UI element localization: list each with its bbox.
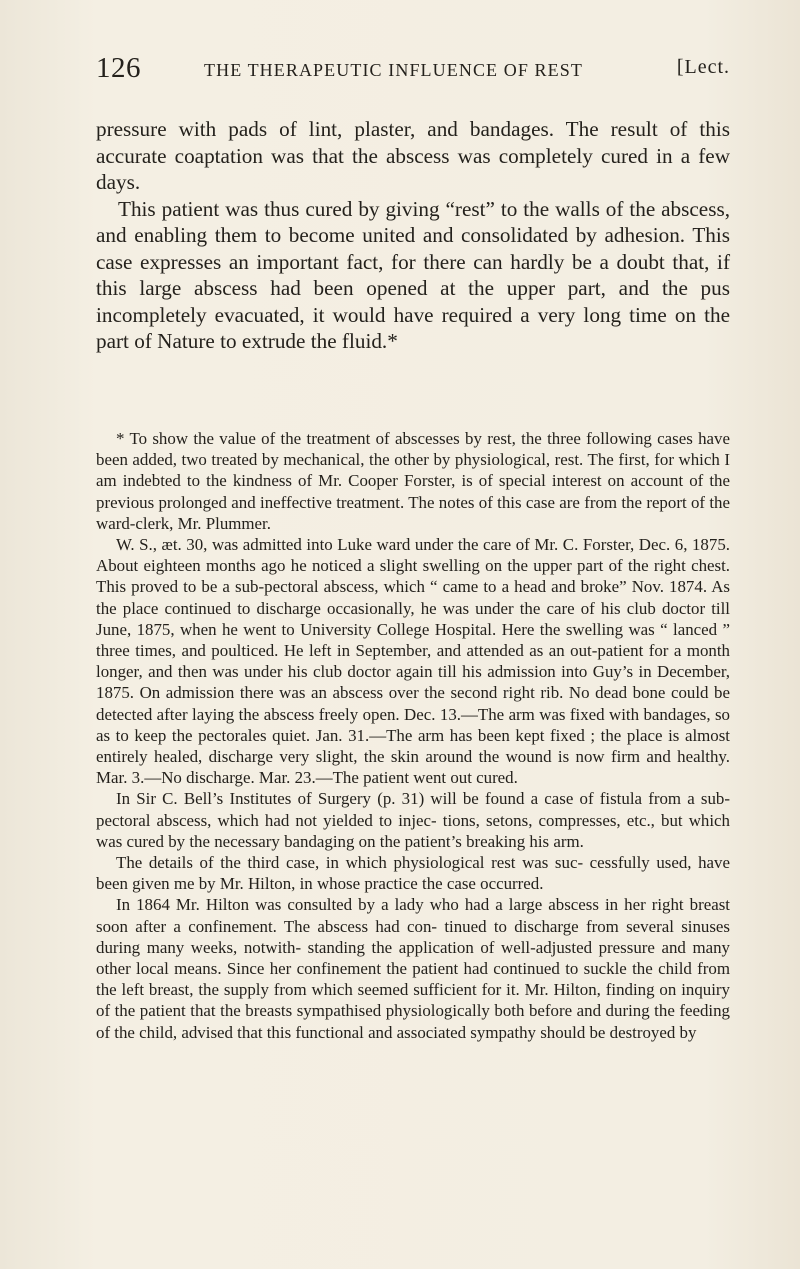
main-text xyxy=(96,116,730,355)
footnote-case-one: W. S., æt. 30, was admitted into Luke ward under the care of Mr. C. Forster, Dec. 6, 1875. About eighteen months ago he noticed a slight swelling on the upper part of the right chest. This proved to be a sub-pectoral abscess, which “ came to a head and broke” Nov. 1874. As the place continued to discharge occasionally, he was under the care of his club doctor till June, 1875, when he went to University College Hospital. Here the swelling was “ lanced ” three times, and poulticed. He left in September, and attended as an out-patient for a month longer, and then was under his club doctor again till his admission into Guy’s in December, 1875. On admission there was an abscess over the second right rib. No dead bone could be detected after laying the abscess freely open. Dec. 13.—The arm was fixed with bandages, so as to keep the pectorales quiet. Jan. 31.—The arm has been kept fixed ; the place is almost entirely healed, discharge very slight, the skin around the wound is now firm and healthy. Mar. 3.—No discharge. Mar. 23.—The patient went out cured. xyxy=(96,535,730,788)
page-header xyxy=(96,52,730,86)
page-number: 126 xyxy=(96,52,141,84)
footnote xyxy=(96,428,730,1043)
paragraph-continued: pressure with pads of lint, plaster, and bandages. The result of this accurate coaptation was that the abscess was completely cured in a few days. xyxy=(96,117,730,194)
running-title: THE THERAPEUTIC INFLUENCE OF REST xyxy=(204,60,583,80)
footnote-intro: * To show the value of the treatment of abscesses by rest, the three following cases have been added, two treated by mechanical, the other by physiological, rest. The first, for which I am indebted to the kindness of Mr. Cooper Forster, is of special interest on account of the previous prolonged and ineffective treatment. The notes of this case are from the report of the ward-clerk, Mr. Plummer. xyxy=(96,429,730,533)
footnote-case-three-intro: The details of the third case, in which physiological rest was suc- cessfully used, have been given me by Mr. Hilton, in whose practice the case occurred. xyxy=(96,853,730,894)
lecture-mark: [Lect. xyxy=(676,56,730,78)
footnote-case-hilton: In 1864 Mr. Hilton was consulted by a lady who had a large abscess in her right breast soon after a confinement. The abscess had con- tinued to discharge from several sinuses during many weeks, notwith- standing the application of well-adjusted pressure and many other local means. Since her confinement the patient had continued to suckle the child from the left breast, the supply from which seemed sufficient for it. Mr. Hilton, finding on inquiry of the patient that the breasts sympathised physiologically both before and during the feeding of the child, advised that this functional and associated sympathy should be destroyed by xyxy=(96,895,730,1042)
footnote-case-bell: In Sir C. Bell’s Institutes of Surgery (p. 31) will be found a case of fistula from a sub-pectoral abscess, which had not yielded to injec- tions, setons, compresses, etc., but which was cured by the necessary bandaging on the patient’s breaking his arm. xyxy=(96,789,730,851)
paragraph-rest: This patient was thus cured by giving “rest” to the walls of the abscess, and enabling them to become united and consolidated by adhesion. This case expresses an important fact, for there can hardly be a doubt that, if this large abscess had been opened at the upper part, and the pus incompletely evacuated, it would have required a very long time on the part of Nature to extrude the fluid.* xyxy=(96,196,730,353)
